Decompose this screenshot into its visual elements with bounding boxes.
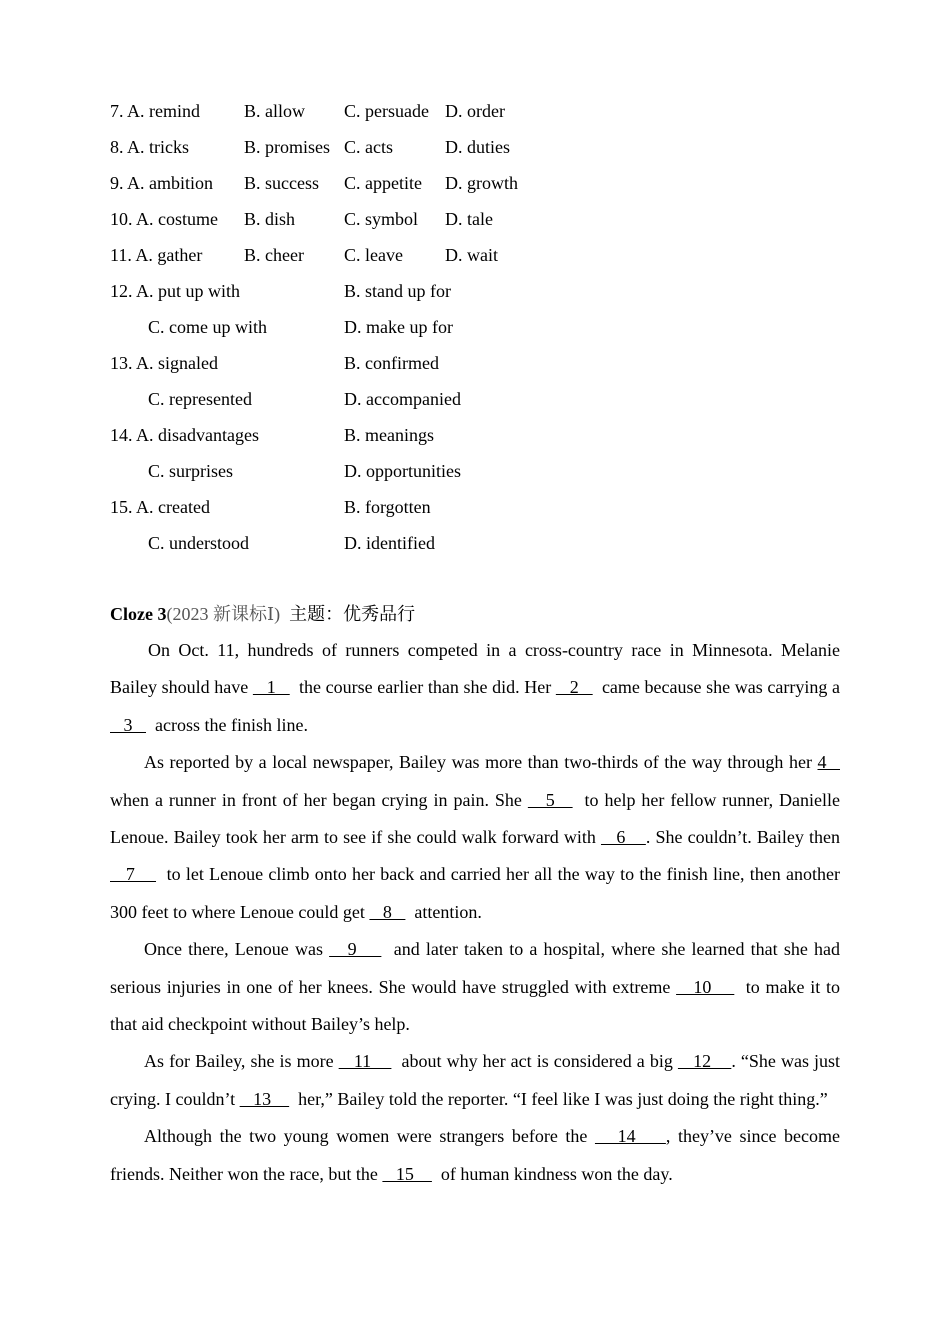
option-b: B. stand up for	[344, 281, 451, 301]
text: As reported by a local newspaper, Bailey was more than two-thirds of the way through her	[144, 752, 818, 773]
option-b: B. dish	[244, 209, 296, 229]
option-a: 10. A. costume	[110, 209, 218, 229]
blank-2: 2	[555, 677, 593, 698]
text: to help her fellow runner, Danielle Lenoue. Bailey took her arm to see if she could walk forward with	[110, 789, 845, 848]
blank-7: 7	[110, 864, 157, 885]
option-a: 14. A. disadvantages	[110, 425, 259, 445]
option-c: C. persuade	[344, 101, 429, 121]
blank-11: 11	[338, 1051, 392, 1072]
option-c: C. acts	[344, 137, 393, 157]
option-c: C. leave	[344, 245, 403, 265]
text: . “She was just crying. I couldn’t	[110, 1051, 845, 1109]
option-c: C. come up with	[148, 317, 267, 337]
option-d: D. opportunities	[344, 461, 461, 481]
option-a: 9. A. ambition	[110, 173, 213, 193]
option-a: 8. A. tricks	[110, 137, 189, 157]
option-a: 13. A. signaled	[110, 353, 218, 373]
option-d: D. duties	[445, 137, 510, 157]
text: . She couldn’t. Bailey then	[645, 827, 845, 848]
text: Once there, Lenoue was	[144, 939, 330, 960]
blank-4: 4	[817, 752, 840, 773]
text: her,” Bailey told the reporter. “I feel like I was just doing the right thing.”	[289, 1088, 828, 1109]
option-c: C. understood	[148, 533, 249, 553]
blank-5: 5	[527, 789, 573, 810]
option-a: 12. A. put up with	[110, 281, 241, 301]
option-d: D. accompanied	[344, 389, 461, 409]
blank-14: 14	[594, 1126, 666, 1147]
option-d: D. make up for	[344, 317, 453, 337]
option-d: D. wait	[445, 245, 498, 265]
option-a: 7. A. remind	[110, 101, 200, 121]
cloze-title	[110, 602, 415, 626]
blank-3: 3	[110, 714, 146, 735]
text: to make it to that aid checkpoint without Bailey’s help.	[110, 976, 845, 1035]
text: Although the two young women were strangers before the	[144, 1126, 595, 1147]
option-a: 15. A. created	[110, 497, 210, 517]
blank-13: 13	[239, 1088, 290, 1109]
option-b: B. meanings	[344, 425, 434, 445]
paragraph-4	[110, 1043, 845, 1118]
text: across the finish line.	[146, 714, 308, 735]
passage	[110, 632, 849, 1193]
option-c: C. symbol	[344, 209, 419, 229]
text: , they’ve since become friends. Neither won the race, but the	[110, 1126, 845, 1184]
text: As for Bailey, she is more	[144, 1051, 339, 1072]
option-b: B. confirmed	[344, 353, 439, 373]
option-b: B. allow	[244, 101, 305, 121]
option-c: C. appetite	[344, 173, 422, 193]
text: On Oct. 11, hundreds of runners competed in a cross-country race in Minnesota. Melanie Bailey should have	[110, 640, 840, 698]
paragraph-3	[110, 931, 845, 1043]
text: the course earlier than she did. Her	[289, 677, 556, 698]
text: about why her act is considered a big	[391, 1051, 678, 1072]
cloze-source: (2023 新课标Ⅰ)	[166, 604, 281, 624]
blank-9: 9	[329, 939, 382, 960]
option-b: B. success	[244, 173, 319, 193]
option-b: B. cheer	[244, 245, 304, 265]
blank-8: 8	[369, 901, 406, 922]
paragraph-2	[110, 744, 849, 931]
text: came because she was carrying a	[592, 677, 845, 698]
blank-1: 1	[252, 677, 290, 698]
option-b: B. forgotten	[344, 497, 431, 517]
paragraph-1	[110, 632, 845, 744]
text: when a runner in front of her began crying in pain. She	[110, 752, 849, 810]
option-b: B. promises	[244, 137, 331, 157]
blank-10: 10	[676, 976, 735, 997]
paragraph-5	[110, 1118, 845, 1193]
blank-6: 6	[600, 827, 646, 848]
blank-12: 12	[677, 1051, 732, 1072]
option-c: C. surprises	[148, 461, 233, 481]
text: to let Lenoue climb onto her back and carried her all the way to the finish line, then another 300 feet to where Lenoue could get	[110, 864, 845, 922]
option-d: D. identified	[344, 533, 435, 553]
text: of human kindness won the day.	[431, 1163, 673, 1184]
option-d: D. growth	[445, 173, 518, 193]
cloze-theme: 主题：优秀品行	[280, 604, 416, 624]
option-d: D. tale	[445, 209, 493, 229]
text: and later taken to a hospital, where she learned that she had serious injuries in one of her knees. She would have struggled with extreme	[110, 939, 845, 997]
option-a: 11. A. gather	[110, 245, 203, 265]
text: attention.	[405, 901, 482, 922]
cloze-title-bold: Cloze 3	[110, 604, 167, 624]
option-d: D. order	[445, 101, 505, 121]
blank-15: 15	[382, 1163, 432, 1184]
option-c: C. represented	[148, 389, 252, 409]
